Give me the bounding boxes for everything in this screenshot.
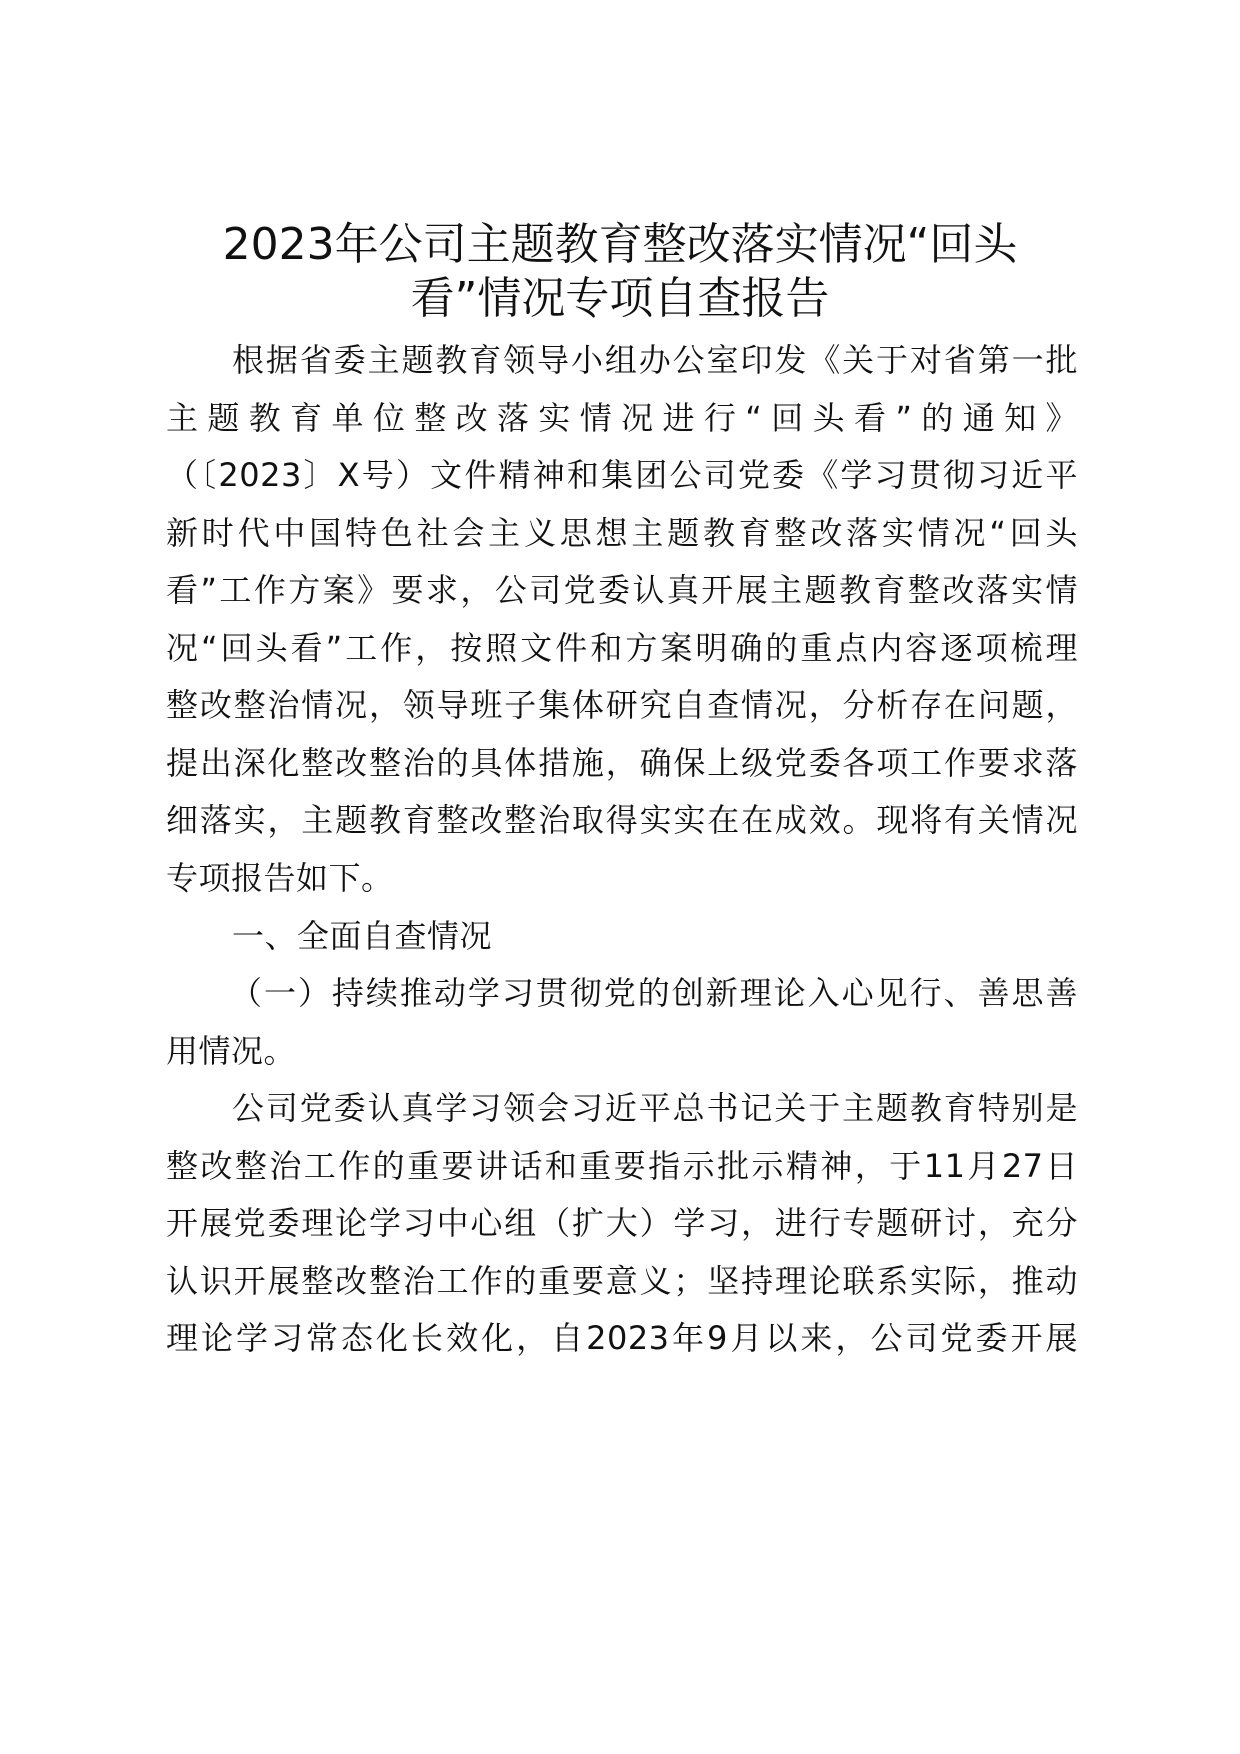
body-line: （〔2023〕X号）文件精神和集团公司党委《学习贯彻习近平: [166, 456, 1078, 494]
body-line: 理论学习常态化长效化，自2023年9月以来，公司党委开展: [166, 1319, 1078, 1357]
section-heading: 一、全面自查情况: [232, 917, 493, 955]
body-line: 认识开展整改整治工作的重要意义；坚持理论联系实际，推动: [166, 1262, 1078, 1300]
document-title-line-1: 2023年公司主题教育整改落实情况“回头: [222, 219, 1018, 270]
subsection-heading: （一）持续推动学习贯彻党的创新理论入心见行、善思善: [230, 974, 1078, 1012]
subsection-heading-continued: 用情况。: [166, 1032, 297, 1070]
body-line: 公司党委认真学习领会习近平总书记关于主题教育特别是: [232, 1089, 1078, 1127]
body-line: 新时代中国特色社会主义思想主题教育整改落实情况“回头: [166, 514, 1078, 552]
body-line: 提出深化整改整治的具体措施，确保上级党委各项工作要求落: [166, 744, 1078, 782]
body-line: 开展党委理论学习中心组（扩大）学习，进行专题研讨，充分: [166, 1204, 1078, 1242]
body-line: 根据省委主题教育领导小组办公室印发《关于对省第一批: [232, 341, 1078, 379]
body-line: 况“回头看”工作，按照文件和方案明确的重点内容逐项梳理: [166, 629, 1078, 667]
body-line: 细落实，主题教育整改整治取得实实在在成效。现将有关情况: [166, 801, 1078, 839]
body-line: 主题教育单位整改落实情况进行“回头看”的通知》: [166, 399, 1078, 437]
body-line: 看”工作方案》要求，公司党委认真开展主题教育整改落实情: [166, 571, 1078, 609]
body-line: 专项报告如下。: [166, 859, 394, 897]
body-line: 整改整治情况，领导班子集体研究自查情况，分析存在问题，: [166, 686, 1078, 724]
document-title-line-2: 看”情况专项自查报告: [410, 273, 830, 324]
body-line: 整改整治工作的重要讲话和重要指示批示精神，于11月27日: [166, 1147, 1078, 1185]
